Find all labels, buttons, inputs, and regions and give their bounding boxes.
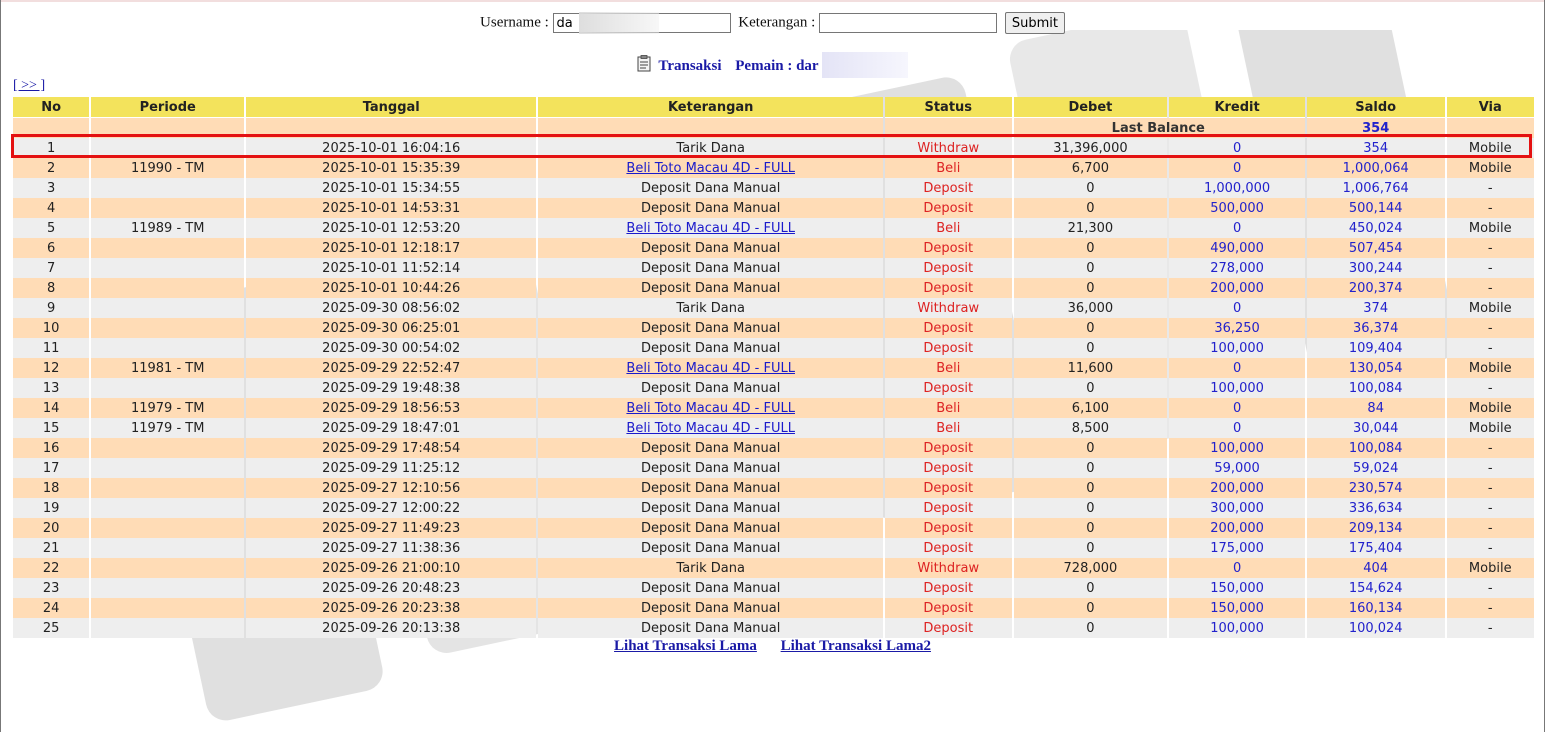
- cell-debet: 0: [1014, 598, 1168, 618]
- cell-periode: [91, 618, 244, 638]
- cell-tanggal: 2025-10-01 12:18:17: [246, 238, 536, 258]
- table-row: [13, 158, 1534, 178]
- cell-debet: 0: [1014, 238, 1168, 258]
- cell-keterangan: [538, 358, 883, 378]
- cell-keterangan: [538, 418, 883, 438]
- cell-tanggal: 2025-09-26 21:00:10: [246, 558, 536, 578]
- cell-kredit: 175,000: [1169, 538, 1305, 558]
- cell-kredit: 0: [1169, 398, 1305, 418]
- cell-debet: 8,500: [1014, 418, 1168, 438]
- cell-kredit: 300,000: [1169, 498, 1305, 518]
- cell-status: Deposit: [885, 538, 1012, 558]
- cell-kredit: 0: [1169, 158, 1305, 178]
- col-header-status: Status: [885, 97, 1012, 118]
- cell-status: Deposit: [885, 258, 1012, 278]
- cell-saldo: 507,454: [1307, 238, 1445, 258]
- cell-status: Deposit: [885, 458, 1012, 478]
- cell-no: 7: [13, 258, 89, 278]
- table-row: [13, 458, 1534, 478]
- bet-detail-link[interactable]: Beli Toto Macau 4D - FULL: [626, 220, 795, 236]
- cell-saldo: 500,144: [1307, 198, 1445, 218]
- cell-no: 15: [13, 418, 89, 438]
- cell-periode: [91, 238, 244, 258]
- cell-tanggal: 2025-09-26 20:48:23: [246, 578, 536, 598]
- cell-saldo: 154,624: [1307, 578, 1445, 598]
- cell-tanggal: 2025-09-27 11:49:23: [246, 518, 536, 538]
- cell-via: -: [1447, 338, 1534, 358]
- cell-tanggal: 2025-09-26 20:13:38: [246, 618, 536, 638]
- cell-kredit: 0: [1169, 418, 1305, 438]
- cell-debet: 36,000: [1014, 298, 1168, 318]
- cell-keterangan: Deposit Dana Manual: [538, 438, 883, 458]
- table-row: [13, 238, 1534, 258]
- table-row: [13, 478, 1534, 498]
- col-header-no: No: [13, 97, 89, 118]
- cell-kredit: 100,000: [1169, 618, 1305, 638]
- cell-no: 6: [13, 238, 89, 258]
- cell-tanggal: 2025-09-29 18:56:53: [246, 398, 536, 418]
- cell-periode: [91, 198, 244, 218]
- cell-tanggal: 2025-09-30 06:25:01: [246, 318, 536, 338]
- cell-saldo: 336,634: [1307, 498, 1445, 518]
- cell-no: 9: [13, 298, 89, 318]
- cell-keterangan: Deposit Dana Manual: [538, 178, 883, 198]
- old-transactions-link[interactable]: Lihat Transaksi Lama: [614, 638, 757, 654]
- table-row: [13, 358, 1534, 378]
- cell-status: Withdraw: [885, 558, 1012, 578]
- cell-kredit: 278,000: [1169, 258, 1305, 278]
- cell-status: Deposit: [885, 578, 1012, 598]
- cell-periode: [91, 278, 244, 298]
- col-header-kredit: Kredit: [1169, 97, 1305, 118]
- next-page-link[interactable]: [ >> ]: [13, 78, 46, 93]
- table-row: [13, 278, 1534, 298]
- footer-links: [1, 638, 1544, 655]
- cell-tanggal: 2025-10-01 10:44:26: [246, 278, 536, 298]
- cell-debet: 0: [1014, 578, 1168, 598]
- cell-periode: [91, 498, 244, 518]
- cell-status: Deposit: [885, 378, 1012, 398]
- cell-via: -: [1447, 458, 1534, 478]
- cell-keterangan: Deposit Dana Manual: [538, 598, 883, 618]
- cell-no: 23: [13, 578, 89, 598]
- cell-kredit: 200,000: [1169, 278, 1305, 298]
- cell-status: Beli: [885, 398, 1012, 418]
- cell-keterangan: Deposit Dana Manual: [538, 318, 883, 338]
- cell-keterangan: Deposit Dana Manual: [538, 238, 883, 258]
- cell-tanggal: 2025-09-27 12:10:56: [246, 478, 536, 498]
- cell-keterangan: Deposit Dana Manual: [538, 198, 883, 218]
- cell-no: 24: [13, 598, 89, 618]
- last-balance-row: [13, 118, 1534, 138]
- cell-saldo: 230,574: [1307, 478, 1445, 498]
- cell-tanggal: 2025-09-27 12:00:22: [246, 498, 536, 518]
- cell-via: Mobile: [1447, 418, 1534, 438]
- cell-status: Deposit: [885, 618, 1012, 638]
- cell-via: -: [1447, 498, 1534, 518]
- cell-no: 12: [13, 358, 89, 378]
- cell-debet: 0: [1014, 438, 1168, 458]
- cell-periode: [91, 318, 244, 338]
- cell-periode: [91, 478, 244, 498]
- username-label: Username :: [480, 14, 549, 31]
- document-icon: [637, 55, 651, 77]
- bet-detail-link[interactable]: Beli Toto Macau 4D - FULL: [626, 160, 795, 176]
- cell-via: -: [1447, 318, 1534, 338]
- cell-no: 8: [13, 278, 89, 298]
- cell-periode: 11981 - TM: [91, 358, 244, 378]
- cell-tanggal: 2025-09-26 20:23:38: [246, 598, 536, 618]
- cell-keterangan: Tarik Dana: [538, 558, 883, 578]
- table-row: [13, 398, 1534, 418]
- cell-kredit: 100,000: [1169, 438, 1305, 458]
- keterangan-input[interactable]: [819, 13, 997, 33]
- cell-no: 2: [13, 158, 89, 178]
- cell-kredit: 200,000: [1169, 518, 1305, 538]
- cell-keterangan: Deposit Dana Manual: [538, 378, 883, 398]
- col-header-saldo: Saldo: [1307, 97, 1445, 118]
- table-row: [13, 418, 1534, 438]
- cell-tanggal: 2025-09-30 08:56:02: [246, 298, 536, 318]
- cell-kredit: 100,000: [1169, 378, 1305, 398]
- cell-via: Mobile: [1447, 158, 1534, 178]
- cell-status: Beli: [885, 218, 1012, 238]
- cell-periode: [91, 578, 244, 598]
- cell-periode: [91, 338, 244, 358]
- cell-kredit: 150,000: [1169, 578, 1305, 598]
- cell-debet: 0: [1014, 478, 1168, 498]
- cell-no: 10: [13, 318, 89, 338]
- cell-kredit: 150,000: [1169, 598, 1305, 618]
- cell-status: Deposit: [885, 238, 1012, 258]
- cell-periode: [91, 458, 244, 478]
- cell-status: Deposit: [885, 518, 1012, 538]
- table-row: [13, 598, 1534, 618]
- cell-kredit: 0: [1169, 298, 1305, 318]
- cell-keterangan: Deposit Dana Manual: [538, 618, 883, 638]
- cell-saldo: 130,054: [1307, 358, 1445, 378]
- cell-no: 1: [13, 138, 89, 158]
- cell-tanggal: 2025-09-27 11:38:36: [246, 538, 536, 558]
- cell-kredit: 490,000: [1169, 238, 1305, 258]
- cell-tanggal: 2025-09-29 11:25:12: [246, 458, 536, 478]
- cell-keterangan: [538, 218, 883, 238]
- cell-keterangan: Deposit Dana Manual: [538, 578, 883, 598]
- cell-keterangan: Deposit Dana Manual: [538, 458, 883, 478]
- cell-via: -: [1447, 618, 1534, 638]
- cell-via: -: [1447, 578, 1534, 598]
- cell-saldo: 404: [1307, 558, 1445, 578]
- cell-via: -: [1447, 278, 1534, 298]
- table-row: [13, 298, 1534, 318]
- cell-saldo: 450,024: [1307, 218, 1445, 238]
- cell-debet: 6,700: [1014, 158, 1168, 178]
- last-balance-label: Last Balance: [1014, 118, 1305, 138]
- cell-status: Deposit: [885, 278, 1012, 298]
- cell-debet: 728,000: [1014, 558, 1168, 578]
- bet-detail-link[interactable]: Beli Toto Macau 4D - FULL: [626, 420, 795, 436]
- table-row: [13, 618, 1534, 638]
- cell-saldo: 160,134: [1307, 598, 1445, 618]
- cell-saldo: 200,374: [1307, 278, 1445, 298]
- cell-via: Mobile: [1447, 398, 1534, 418]
- last-balance-value: 354: [1307, 118, 1445, 138]
- cell-kredit: 36,250: [1169, 318, 1305, 338]
- table-row: [13, 538, 1534, 558]
- cell-no: 13: [13, 378, 89, 398]
- cell-saldo: 84: [1307, 398, 1445, 418]
- cell-status: Deposit: [885, 338, 1012, 358]
- cell-no: 19: [13, 498, 89, 518]
- cell-no: 17: [13, 458, 89, 478]
- cell-via: -: [1447, 178, 1534, 198]
- title-pemain: Pemain : dar: [735, 58, 819, 74]
- cell-status: Deposit: [885, 198, 1012, 218]
- cell-saldo: 100,024: [1307, 618, 1445, 638]
- cell-periode: [91, 598, 244, 618]
- cell-no: 18: [13, 478, 89, 498]
- keterangan-label: Keterangan :: [738, 14, 816, 31]
- cell-tanggal: 2025-09-29 18:47:01: [246, 418, 536, 438]
- cell-keterangan: Deposit Dana Manual: [538, 338, 883, 358]
- cell-debet: 31,396,000: [1014, 138, 1168, 158]
- cell-saldo: 109,404: [1307, 338, 1445, 358]
- cell-debet: 0: [1014, 178, 1168, 198]
- submit-button[interactable]: Submit: [1005, 12, 1065, 34]
- col-header-via: Via: [1447, 97, 1534, 118]
- cell-no: 11: [13, 338, 89, 358]
- cell-status: Beli: [885, 358, 1012, 378]
- old-transactions-link-2[interactable]: Lihat Transaksi Lama2: [780, 638, 931, 654]
- table-row: [13, 378, 1534, 398]
- cell-saldo: 30,044: [1307, 418, 1445, 438]
- cell-debet: 0: [1014, 618, 1168, 638]
- table-row: [13, 518, 1534, 538]
- cell-via: -: [1447, 198, 1534, 218]
- cell-status: Deposit: [885, 598, 1012, 618]
- cell-no: 3: [13, 178, 89, 198]
- cell-keterangan: [538, 158, 883, 178]
- cell-debet: 6,100: [1014, 398, 1168, 418]
- cell-status: Deposit: [885, 478, 1012, 498]
- table-row: [13, 438, 1534, 458]
- cell-saldo: 300,244: [1307, 258, 1445, 278]
- cell-saldo: 36,374: [1307, 318, 1445, 338]
- cell-periode: 11979 - TM: [91, 398, 244, 418]
- cell-periode: 11979 - TM: [91, 418, 244, 438]
- cell-status: Deposit: [885, 498, 1012, 518]
- cell-periode: [91, 378, 244, 398]
- cell-kredit: 100,000: [1169, 338, 1305, 358]
- cell-status: Withdraw: [885, 298, 1012, 318]
- cell-kredit: 1,000,000: [1169, 178, 1305, 198]
- col-header-keterangan: Keterangan: [538, 97, 883, 118]
- table-row: [13, 198, 1534, 218]
- cell-periode: [91, 298, 244, 318]
- cell-debet: 0: [1014, 338, 1168, 358]
- cell-periode: [91, 258, 244, 278]
- cell-status: Beli: [885, 158, 1012, 178]
- table-row: [13, 138, 1534, 158]
- cell-keterangan: Tarik Dana: [538, 138, 883, 158]
- table-row: [13, 258, 1534, 278]
- cell-via: Mobile: [1447, 218, 1534, 238]
- cell-keterangan: [538, 398, 883, 418]
- cell-periode: [91, 178, 244, 198]
- cell-no: 16: [13, 438, 89, 458]
- cell-debet: 0: [1014, 198, 1168, 218]
- cell-keterangan: Deposit Dana Manual: [538, 258, 883, 278]
- cell-kredit: 0: [1169, 558, 1305, 578]
- transactions-table: [11, 97, 1536, 638]
- col-header-tanggal: Tanggal: [246, 97, 536, 118]
- cell-via: -: [1447, 598, 1534, 618]
- cell-periode: [91, 438, 244, 458]
- cell-keterangan: Tarik Dana: [538, 298, 883, 318]
- cell-no: 4: [13, 198, 89, 218]
- table-row: [13, 558, 1534, 578]
- cell-no: 21: [13, 538, 89, 558]
- cell-via: -: [1447, 478, 1534, 498]
- cell-tanggal: 2025-09-29 19:48:38: [246, 378, 536, 398]
- table-row: [13, 578, 1534, 598]
- cell-saldo: 175,404: [1307, 538, 1445, 558]
- cell-no: 5: [13, 218, 89, 238]
- cell-saldo: 100,084: [1307, 438, 1445, 458]
- col-header-debet: Debet: [1014, 97, 1168, 118]
- cell-via: -: [1447, 258, 1534, 278]
- cell-status: Withdraw: [885, 138, 1012, 158]
- bet-detail-link[interactable]: Beli Toto Macau 4D - FULL: [626, 400, 795, 416]
- username-redaction: [579, 12, 659, 34]
- cell-debet: 0: [1014, 498, 1168, 518]
- cell-keterangan: Deposit Dana Manual: [538, 478, 883, 498]
- cell-saldo: 100,084: [1307, 378, 1445, 398]
- cell-kredit: 0: [1169, 218, 1305, 238]
- cell-kredit: 500,000: [1169, 198, 1305, 218]
- table-row: [13, 318, 1534, 338]
- cell-via: -: [1447, 538, 1534, 558]
- table-header-row: [13, 97, 1534, 118]
- cell-saldo: 354: [1307, 138, 1445, 158]
- cell-via: -: [1447, 518, 1534, 538]
- cell-tanggal: 2025-10-01 12:53:20: [246, 218, 536, 238]
- cell-no: 20: [13, 518, 89, 538]
- cell-tanggal: 2025-10-01 15:35:39: [246, 158, 536, 178]
- table-row: [13, 178, 1534, 198]
- cell-no: 22: [13, 558, 89, 578]
- col-header-periode: Periode: [91, 97, 244, 118]
- cell-no: 14: [13, 398, 89, 418]
- cell-tanggal: 2025-10-01 15:34:55: [246, 178, 536, 198]
- cell-saldo: 1,000,064: [1307, 158, 1445, 178]
- table-row: [13, 338, 1534, 358]
- cell-saldo: 59,024: [1307, 458, 1445, 478]
- cell-via: Mobile: [1447, 558, 1534, 578]
- cell-via: Mobile: [1447, 138, 1534, 158]
- cell-tanggal: 2025-09-29 22:52:47: [246, 358, 536, 378]
- table-row: [13, 498, 1534, 518]
- cell-via: Mobile: [1447, 358, 1534, 378]
- cell-status: Beli: [885, 418, 1012, 438]
- cell-periode: [91, 518, 244, 538]
- cell-debet: 21,300: [1014, 218, 1168, 238]
- cell-periode: [91, 138, 244, 158]
- cell-saldo: 209,134: [1307, 518, 1445, 538]
- cell-periode: 11989 - TM: [91, 218, 244, 238]
- cell-debet: 0: [1014, 278, 1168, 298]
- cell-kredit: 0: [1169, 358, 1305, 378]
- cell-debet: 0: [1014, 318, 1168, 338]
- cell-saldo: 1,006,764: [1307, 178, 1445, 198]
- cell-status: Deposit: [885, 318, 1012, 338]
- table-row: [13, 218, 1534, 238]
- cell-keterangan: Deposit Dana Manual: [538, 518, 883, 538]
- cell-debet: 0: [1014, 258, 1168, 278]
- cell-debet: 11,600: [1014, 358, 1168, 378]
- cell-via: Mobile: [1447, 298, 1534, 318]
- cell-via: -: [1447, 378, 1534, 398]
- cell-debet: 0: [1014, 518, 1168, 538]
- pemain-redaction: [822, 52, 908, 78]
- cell-kredit: 0: [1169, 138, 1305, 158]
- cell-tanggal: 2025-10-01 11:52:14: [246, 258, 536, 278]
- title-transaksi: Transaksi: [658, 58, 722, 74]
- cell-periode: [91, 538, 244, 558]
- cell-keterangan: Deposit Dana Manual: [538, 278, 883, 298]
- cell-saldo: 374: [1307, 298, 1445, 318]
- cell-via: -: [1447, 238, 1534, 258]
- cell-keterangan: Deposit Dana Manual: [538, 538, 883, 558]
- cell-keterangan: Deposit Dana Manual: [538, 498, 883, 518]
- cell-tanggal: 2025-09-30 00:54:02: [246, 338, 536, 358]
- cell-periode: 11990 - TM: [91, 158, 244, 178]
- cell-via: -: [1447, 438, 1534, 458]
- search-form: [1, 12, 1544, 34]
- cell-tanggal: 2025-09-29 17:48:54: [246, 438, 536, 458]
- cell-tanggal: 2025-10-01 14:53:31: [246, 198, 536, 218]
- page-title: [1, 52, 1544, 78]
- cell-debet: 0: [1014, 378, 1168, 398]
- cell-status: Deposit: [885, 178, 1012, 198]
- top-border: [1, 0, 1544, 2]
- cell-status: Deposit: [885, 438, 1012, 458]
- cell-no: 25: [13, 618, 89, 638]
- cell-periode: [91, 558, 244, 578]
- cell-kredit: 200,000: [1169, 478, 1305, 498]
- cell-debet: 0: [1014, 538, 1168, 558]
- cell-kredit: 59,000: [1169, 458, 1305, 478]
- cell-debet: 0: [1014, 458, 1168, 478]
- bet-detail-link[interactable]: Beli Toto Macau 4D - FULL: [626, 360, 795, 376]
- cell-tanggal: 2025-10-01 16:04:16: [246, 138, 536, 158]
